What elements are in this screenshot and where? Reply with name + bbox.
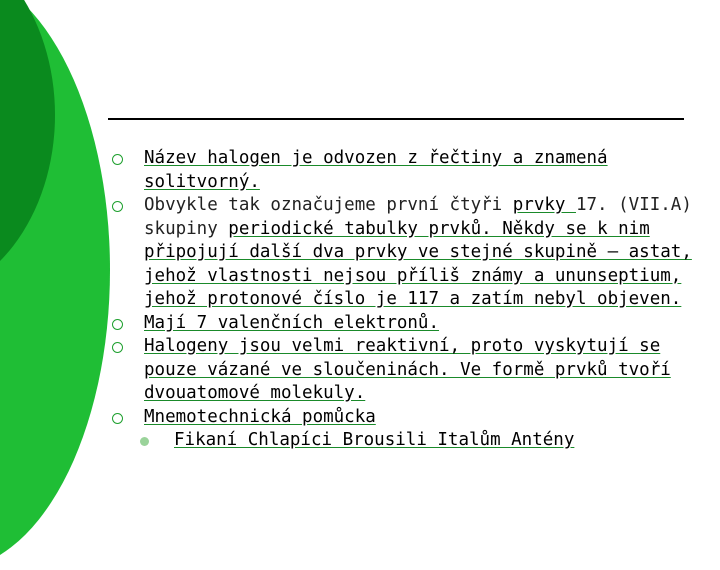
bullet-item-2	[112, 194, 692, 312]
bullet-item-1	[112, 147, 692, 194]
circle-bullet-icon	[112, 413, 123, 424]
bullet-4-text[interactable]: Halogeny jsou velmi reaktivní, proto vyskytují se pouze vázané ve sloučeninách. Ve formě prvků tvoří dvouatomové molekuly.	[144, 336, 671, 403]
bullet-list	[112, 147, 692, 453]
dot-bullet-icon	[140, 437, 149, 446]
circle-bullet-icon	[112, 342, 123, 353]
bullet-2-text-a: Obvykle tak označujeme první čtyři	[144, 195, 513, 215]
circle-bullet-icon	[112, 201, 123, 212]
sub-bullet-item	[112, 429, 692, 453]
link-periodic-table[interactable]: periodické tabulky prvků	[228, 218, 482, 239]
bullet-2-text-c[interactable]: . Někdy se k nim připojují další dva prvky ve stejné skupině – astat, jehož vlastnosti nejsou příliš známy a ununseptium, jehož protonové číslo je 117 a zatím nebyl objeven.	[144, 218, 692, 309]
bullet-item-3	[112, 312, 692, 336]
bullet-5-text[interactable]: Mnemotechnická pomůcka	[144, 406, 376, 427]
bullet-2-text-b: 17. (VII.A) skupiny	[144, 195, 692, 239]
circle-bullet-icon	[112, 319, 123, 330]
circle-bullet-icon	[112, 154, 123, 165]
bullet-1-text[interactable]: Název halogen je odvozen z řečtiny a znamená solitvorný.	[144, 148, 608, 192]
sub-bullet-text[interactable]: Fikaní Chlapíci Brousili Italům Antény	[174, 430, 575, 450]
title-divider-line	[108, 118, 684, 120]
bullet-item-5	[112, 406, 692, 430]
bullet-3-text[interactable]: Mají 7 valenčních elektronů.	[144, 312, 440, 333]
link-prvky[interactable]: prvky	[512, 195, 576, 215]
bullet-item-4	[112, 335, 692, 406]
